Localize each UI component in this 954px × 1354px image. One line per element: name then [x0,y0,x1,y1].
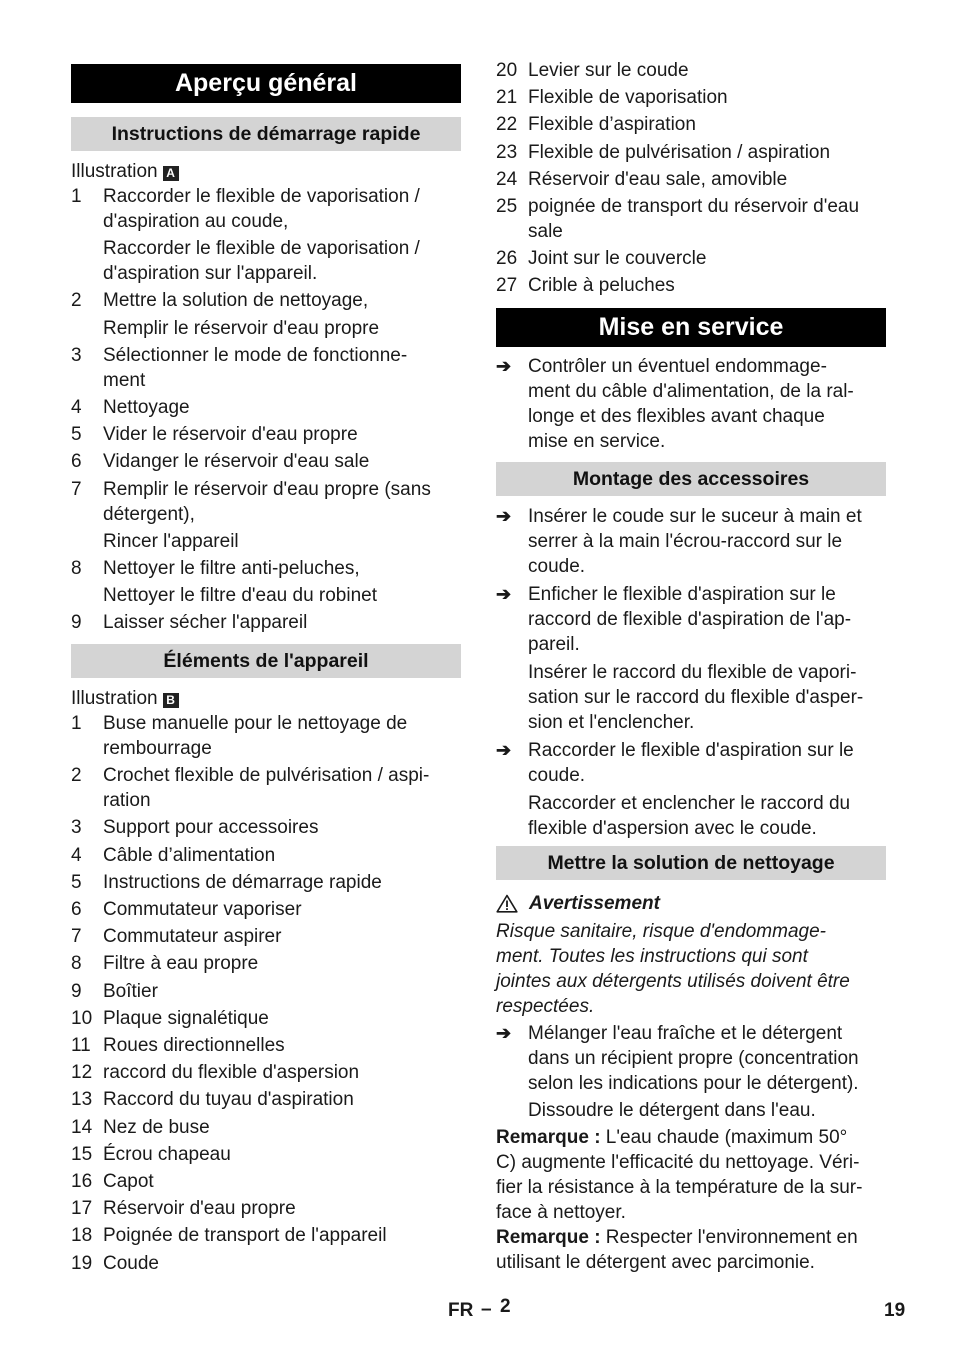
step-text [528,660,890,735]
note-label: Remarque : [496,1227,601,1248]
item-text-line: ment [103,369,146,391]
item-number: 19 [71,1252,93,1274]
step-text-line: Insérer le raccord du flexible de vapori- [528,662,857,683]
item-text-line: Sélectionner le mode de fonctionne- [103,344,408,366]
illustration-a-label [71,159,465,184]
item-text [103,1006,465,1031]
item-text-line: d'aspiration sur l'appareil. [103,263,318,285]
illustration-label-text: Illustration [71,161,158,182]
arrow-right-icon: ➔ [496,506,512,526]
item-number: 17 [71,1198,93,1220]
item-number: 24 [496,168,518,190]
step-text-line: Enficher le flexible d'aspiration sur le [528,584,836,605]
item-text-line: Mettre la solution de nettoyage, [103,290,369,312]
warning-title: Avertissement [529,893,660,914]
item-number: 2 [71,290,82,312]
arrow-right-icon: ➔ [496,740,512,760]
footer-language: FR [448,1300,474,1321]
item-text [103,529,465,554]
item-text-line: Nettoyer le filtre d'eau du robinet [103,585,378,607]
item-text [103,1223,465,1248]
step-text [528,738,890,788]
item-number: 23 [496,141,518,163]
step-text-line: serrer à la main l'écrou-raccord sur le [528,531,843,552]
item-text [103,1115,465,1140]
item-text-line: Raccorder le flexible de vaporisation / [103,238,420,260]
note-text: utilisant le détergent avec parcimonie. [496,1252,815,1273]
item-text [528,246,890,271]
item-number: 5 [71,424,82,446]
note-text: fier la résistance à la température de la sur- [496,1177,863,1198]
item-text-line: Commutateur aspirer [103,926,282,948]
item-number: 12 [71,1062,93,1084]
step-text-line: Raccorder et enclencher le raccord du [528,793,851,814]
item-number: 15 [71,1143,93,1165]
item-number: 5 [71,871,82,893]
step-text-line: longe et des flexibles avant chaque [528,406,825,427]
item-text [103,184,465,234]
item-text [103,583,465,608]
step-text-line: mise en service. [528,431,666,452]
item-text-line: Instructions de démarrage rapide [103,871,382,893]
item-text-line: Coude [103,1252,159,1274]
item-text [528,85,890,110]
item-text [528,273,890,298]
item-text [103,1196,465,1221]
note-line [496,1125,890,1150]
section-title-overview: Aperçu général [71,64,461,103]
item-number: 6 [71,899,82,920]
item-text [103,711,465,761]
item-text-line: Laisser sécher l'appareil [103,612,308,634]
item-text [103,316,465,341]
item-text-line: Buse manuelle pour le nettoyage de [103,713,408,734]
item-text-line: Flexible de pulvérisation / aspiration [528,141,831,163]
item-text [103,288,465,313]
item-text-line: ration [103,790,151,812]
item-text [528,58,890,83]
item-text [103,979,465,1004]
item-text-line: Flexible d’aspiration [528,114,696,136]
item-text-line: Remplir le réservoir d'eau propre (sans [103,478,431,500]
item-text-line: Vider le réservoir d'eau propre [103,424,358,446]
section-title-commissioning: Mise en service [496,308,886,347]
step-text-line: Dissoudre le détergent dans l'eau. [528,1100,816,1121]
item-text-line: Crible à peluches [528,275,675,297]
item-text [103,924,465,949]
item-text-line: Remplir le réservoir d'eau propre [103,317,380,339]
note-label: Remarque : [496,1127,601,1148]
item-text-line: raccord du flexible d'aspersion [103,1062,360,1084]
item-text-line: Vidanger le réservoir d'eau sale [103,451,370,473]
item-number: 10 [71,1007,93,1029]
item-text [103,556,465,581]
item-text-line: Crochet flexible de pulvérisation / aspi- [103,765,430,787]
step-text-line: coude. [528,556,586,577]
item-number: 7 [71,478,82,500]
item-number: 7 [71,926,82,948]
item-number: 14 [71,1116,93,1138]
item-text [103,449,465,474]
note-text: C) augmente l'efficacité du nettoyage. Véri- [496,1152,860,1173]
arrow-right-icon: ➔ [496,1023,512,1043]
step-text-line: Mélanger l'eau fraîche et le détergent [528,1023,843,1044]
arrow-right-icon: ➔ [496,356,512,376]
warning-icon [496,894,518,913]
illustration-label-text: Illustration [71,688,158,709]
item-text [103,951,465,976]
item-number: 4 [71,397,82,418]
item-number: 25 [496,196,518,217]
item-number: 4 [71,844,82,866]
warning-text-line: respectées. [496,996,595,1017]
item-number: 1 [71,186,82,207]
step-text-line: ment du câble d'alimentation, de la ral- [528,381,854,402]
item-text-line: détergent), [103,503,195,525]
warning-text-line: jointes aux détergents utilisés doivent être [496,971,850,992]
page-number: 19 [884,1300,906,1321]
illustration-b-tag: B [163,693,179,708]
item-text [103,1087,465,1112]
item-text [103,343,465,393]
item-text-line: Joint sur le couvercle [528,248,707,270]
item-text [103,1142,465,1167]
item-text [103,843,465,868]
item-text [103,477,465,527]
note-text: Respecter l'environnement en [600,1227,858,1248]
item-number: 8 [71,558,82,579]
step-text-line: raccord de flexible d'aspiration de l'ap- [528,609,852,630]
item-text-line: Filtre à eau propre [103,953,259,975]
note-text: face à nettoyer. [496,1202,626,1223]
step-text-line: Insérer le coude sur le suceur à main et [528,506,862,527]
step-text [528,504,890,579]
item-number: 6 [71,451,82,473]
item-text-line: Rincer l'appareil [103,530,239,552]
item-text-line: Roues directionnelles [103,1035,285,1056]
item-text [103,1251,465,1276]
item-number: 3 [71,344,82,366]
item-number: 13 [71,1089,93,1111]
illustration-b-label [71,686,465,711]
item-text [528,140,890,165]
item-text [103,763,465,813]
item-text-line: Raccorder le flexible de vaporisation / [103,186,420,207]
step-text [528,1021,890,1096]
item-number: 27 [496,275,518,297]
note-line [496,1150,890,1175]
item-text [103,422,465,447]
item-text [528,112,890,137]
item-text [103,1169,465,1194]
note-line [496,1200,890,1225]
item-number: 21 [496,87,518,109]
item-number: 3 [71,817,82,839]
item-text-line: Plaque signalétique [103,1007,269,1029]
illustration-a-tag: A [163,166,179,181]
note-line [496,1250,890,1275]
item-text [103,815,465,840]
item-number: 1 [71,713,82,734]
note-line [496,1225,890,1250]
footer-dash: – [481,1299,492,1320]
item-text [103,1033,465,1058]
item-text [103,610,465,635]
item-text-line: Poignée de transport de l'appareil [103,1225,387,1247]
item-text-line: rembourrage [103,738,212,759]
item-text-line: d'aspiration au coude, [103,211,289,232]
item-text-line: Flexible de vaporisation [528,87,728,109]
heading-device-elements: Éléments de l'appareil [71,644,461,678]
arrow-right-icon: ➔ [496,584,512,604]
item-text [103,870,465,895]
item-text-line: Levier sur le coude [528,60,689,81]
item-text-line: Écrou chapeau [103,1143,231,1165]
item-text-line: Support pour accessoires [103,817,319,839]
step-text-line: sion et l'enclencher. [528,712,695,733]
item-number: 26 [496,248,518,270]
item-number: 9 [71,980,82,1002]
item-text-line: sale [528,221,563,242]
note-line [496,1175,890,1200]
item-number: 20 [496,60,518,81]
step-text-line: dans un récipient propre (concentration [528,1048,859,1069]
item-text [103,897,465,922]
item-number: 2 [71,765,82,787]
step-text [528,791,890,841]
item-text [528,194,890,244]
item-text-line: Nettoyage [103,397,190,418]
step-text-line: selon les indications pour le détergent). [528,1073,859,1094]
step-text-line: coude. [528,765,586,786]
item-text-line: Réservoir d'eau sale, amovible [528,168,788,190]
step-text [528,354,890,454]
item-text [103,395,465,420]
step-text-line: Contrôler un éventuel endommage- [528,356,827,377]
step-text [528,582,890,657]
item-text [103,1060,465,1085]
heading-accessories: Montage des accessoires [496,462,886,496]
item-number: 16 [71,1171,93,1192]
item-text [528,167,890,192]
warning-text-line: Risque sanitaire, risque d'endommage- [496,921,826,942]
item-text-line: Nettoyer le filtre anti-peluches, [103,558,360,579]
item-number: 22 [496,114,518,136]
item-number: 8 [71,953,82,975]
heading-quick-start: Instructions de démarrage rapide [71,117,461,151]
note-text: L'eau chaude (maximum 50° [600,1127,848,1148]
item-text-line: poignée de transport du réservoir d'eau [528,196,860,217]
item-text-line: Raccord du tuyau d'aspiration [103,1089,354,1111]
item-number: 9 [71,612,82,634]
footer-sub-page: 2 [500,1296,511,1317]
step-text-line: flexible d'aspersion avec le coude. [528,818,817,839]
step-text-line: pareil. [528,634,580,655]
item-number: 11 [71,1035,91,1056]
step-text-line: Raccorder le flexible d'aspiration sur le [528,740,854,761]
item-text-line: Commutateur vaporiser [103,899,302,920]
step-text [528,1098,890,1123]
item-text-line: Capot [103,1171,154,1192]
item-text-line: Nez de buse [103,1116,210,1138]
step-text-line: sation sur le raccord du flexible d'asper- [528,687,864,708]
item-text-line: Câble d’alimentation [103,844,276,866]
warning-text-line: ment. Toutes les instructions qui sont [496,946,808,967]
item-number: 18 [71,1225,93,1247]
heading-cleaning-solution: Mettre la solution de nettoyage [496,846,886,880]
item-text [103,236,465,286]
item-text-line: Boîtier [103,980,158,1002]
item-text-line: Réservoir d'eau propre [103,1198,296,1220]
